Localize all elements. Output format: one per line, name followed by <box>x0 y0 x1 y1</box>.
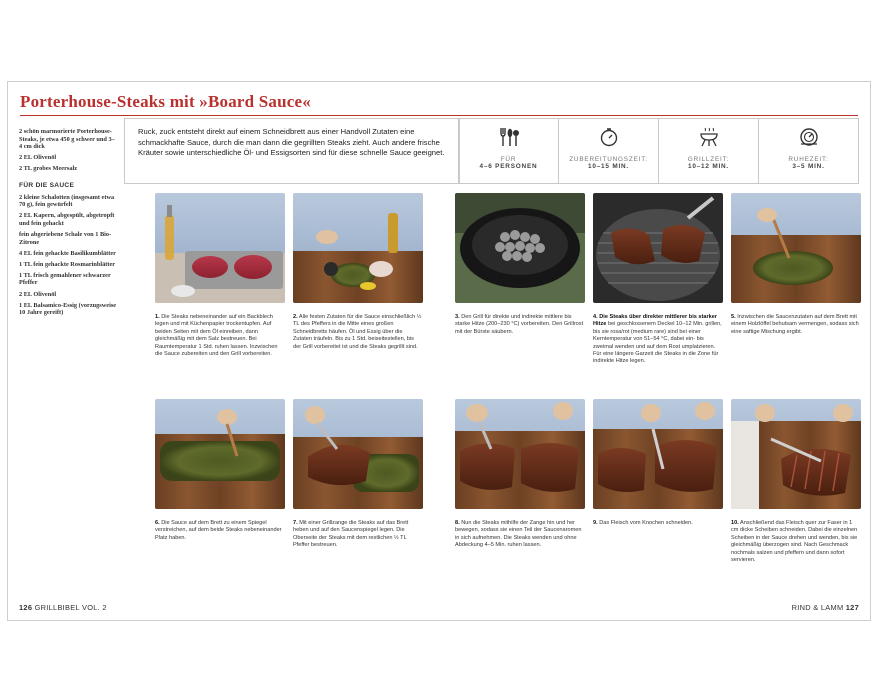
step-description: Nun die Steaks mithilfe der Zange hin und her bewegen, sodass sie einen Teil der Saucenaromen in sich aufnehmen. Die Steaks wenden und ohne Abdeckung 4–5 Min. ruhen lassen. <box>455 520 582 549</box>
photo-sauce-ingredients-board <box>293 193 423 303</box>
photo-steak-on-sauce <box>293 399 423 509</box>
footer-right <box>792 603 859 612</box>
info-label: RUHEZEIT: <box>788 156 829 163</box>
step-number: 6. <box>155 520 160 526</box>
step-number: 5. <box>731 314 736 320</box>
info-value: 10–12 MIN. <box>687 163 730 171</box>
photo-charcoal-grill <box>455 193 585 303</box>
step-number: 3. <box>455 314 460 320</box>
timer-icon <box>798 127 820 147</box>
sauce-ingredient-item: 2 kleine Schalotten (insgesamt etwa 70 g), fein gewürfelt <box>19 193 115 209</box>
step-8-text <box>455 520 584 550</box>
page-number: 126 <box>19 603 33 612</box>
step-description: Die Sauce auf dem Brett zu einem Spiegel verstreichen, auf dem beide Steaks nebeneinander Platz haben. <box>155 520 282 541</box>
step-5-text <box>731 314 860 336</box>
ingredient-item: 2 TL grobes Meersalz <box>19 165 78 173</box>
photo-cutting-bone <box>593 399 723 509</box>
info-value: 10–15 MIN. <box>587 163 630 171</box>
intro-text: Ruck, zuck entsteht direkt auf einem Schneidbrett aus einer Handvoll Zutaten eine schmackhafte Sauce, durch die man dann die gegrillten Steaks zieht. Auch andere frische Kräuter sowie unterschiedliche Öl- und Essigsorten sind für diese schnelle Sauce geeignet. <box>138 127 445 158</box>
title-divider <box>20 115 858 116</box>
info-grill-time <box>658 118 759 184</box>
step-2-text <box>293 314 422 351</box>
photo-spreading-sauce <box>155 399 285 509</box>
info-label: GRILLZEIT: <box>687 156 730 163</box>
page-number: 127 <box>845 603 859 612</box>
step-description: Inzwischen die Saucenzutaten auf dem Brett mit einem Holzlöffel behutsam vermengen, sodass sich eine saftige Mischung ergibt. <box>731 314 859 335</box>
sauce-ingredient-item: 4 EL fein gehackte Basilikumblätter <box>19 249 116 257</box>
recipe-title: Porterhouse-Steaks mit »Board Sauce« <box>20 92 311 111</box>
sauce-heading: FÜR DIE SAUCE <box>19 181 75 189</box>
photo-raw-steaks-tray <box>155 193 285 303</box>
photo-steaks-on-grill <box>593 193 723 303</box>
info-label: ZUBEREITUNGSZEIT: <box>569 156 648 163</box>
step-description: Die Steaks nebeneinander auf ein Backblech legen und mit Küchenpapier trockentupfen. Auf beiden Seiten mit dem Öl einreiben, dann gleichmäßig mit dem Salz bestreuen. Bei Raumtemperatur 1 Std. ruhen lassen. Inzwischen die Sauce zubereiten und den Grill vorbereiten. <box>155 314 278 358</box>
ingredient-item: 2 EL Olivenöl <box>19 154 57 162</box>
info-value: 3–5 MIN. <box>792 163 825 171</box>
sauce-ingredient-item: 1 EL Balsamico-Essig (vorzugsweise 10 Jahre gereift) <box>19 301 117 317</box>
step-3-text <box>455 314 584 336</box>
step-number: 8. <box>455 520 460 526</box>
step-number: 2. <box>293 314 298 320</box>
sauce-ingredient-item: 1 TL frisch gemahlener schwarzer Pfeffer <box>19 271 111 287</box>
step-description: Alle festen Zutaten für die Sauce einschließlich ½ TL des Pfeffers in die Mitte eines großen Schneidbretts häufen. Öl und Essig über die Zutaten träufeln. Bis zu 1 Std. beiseitestellen, bis der Grill vorbereitet ist und die Steaks gegrillt sind. <box>293 314 422 350</box>
step-description: bei geschlossenem Deckel 10–12 Min. grillen, bis sie rosa/rot (medium rare) sind bei einer Kerntemperatur von 51–54 °C, dabei ein- bis zweimal wenden und auf dem Rost umplatzieren. Für eine längere Garzeit die Steaks in die Zone für indirekte Hitze legen. <box>593 321 722 365</box>
step-number: 4. <box>593 314 598 320</box>
sauce-ingredient-item: 2 EL Olivenöl <box>19 290 57 298</box>
sauce-ingredient-item: 1 TL fein gehackte Rosmarinblätter <box>19 260 116 268</box>
step-7-text <box>293 520 422 550</box>
step-description: Den Grill für direkte und indirekte mittlere bis starke Hitze (200–230 °C) vorbereiten. Den Grillrost mit der Bürste säubern. <box>455 314 584 335</box>
step-10-text <box>731 520 860 564</box>
step-description: Anschließend das Fleisch quer zur Faser in 1 cm dicke Scheiben schneiden. Dabei die einzelnen Scheiben in der Sauce drehen und wenden, bis sie gleichmäßig überzogen sind. Nach Geschmack nochmals salzen und pfeffern und dann sofort servieren. <box>731 520 858 564</box>
photo-mixing-sauce <box>731 193 861 303</box>
step-number: 10. <box>731 520 739 526</box>
info-rest-time <box>758 118 859 184</box>
book-title: GRILLBIBEL VOL. 2 <box>34 603 107 612</box>
intro-box <box>124 118 460 184</box>
footer-left <box>19 603 107 612</box>
info-value: 4–6 PERSONEN <box>479 163 538 171</box>
step-emphasis: Die Steaks über direkter mittlerer bis starker Hitze <box>593 314 718 328</box>
step-9-text <box>593 520 722 527</box>
sauce-ingredient-item: 2 EL Kapern, abgespült, abgetropft und fein gehackt <box>19 212 115 227</box>
info-servings <box>458 118 559 184</box>
photo-moving-steaks <box>455 399 585 509</box>
step-number: 7. <box>293 520 298 526</box>
step-number: 9. <box>593 520 598 526</box>
step-6-text <box>155 520 284 542</box>
grill-icon <box>698 127 720 147</box>
cutlery-icon <box>498 127 520 147</box>
cookbook-spread <box>7 81 871 621</box>
section-title: RIND & LAMM <box>791 603 844 612</box>
info-prep-time <box>558 118 659 184</box>
sauce-ingredient-item: fein abgeriebene Schale von 1 Bio-Zitrone <box>19 230 112 246</box>
step-4-text <box>593 314 722 366</box>
step-description: Das Fleisch vom Knochen schneiden. <box>599 520 693 526</box>
step-description: Mit einer Grillzange die Steaks auf das Brett heben und auf den Saucenspiegel legen. Die Oberseite der Steaks mit dem restlichen ½ TL Pfeffer bestreuen. <box>293 520 409 549</box>
photo-sliced-steak <box>731 399 861 509</box>
step-number: 1. <box>155 314 160 320</box>
ingredient-item: 2 schön marmorierte Porterhouse-Steaks, je etwa 450 g schwer und 3–4 cm dick <box>19 128 115 151</box>
stopwatch-icon <box>598 127 620 147</box>
ingredients-column <box>19 128 117 320</box>
info-label: FÜR <box>500 156 517 163</box>
step-1-text <box>155 314 284 358</box>
